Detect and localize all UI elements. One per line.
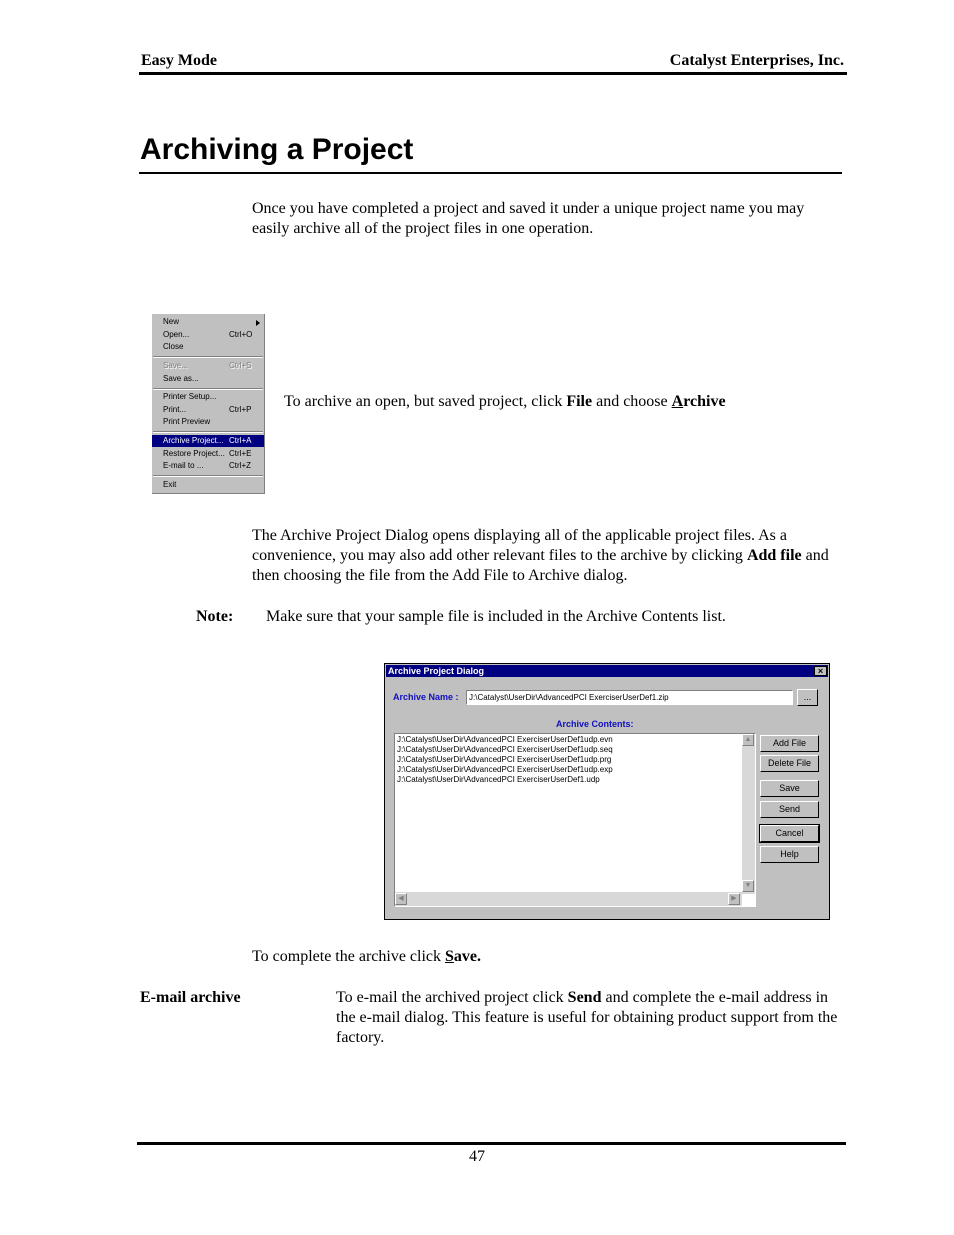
menu-item-label: Printer Setup... [163,392,217,401]
instruction-text: and choose [592,393,672,410]
submenu-arrow-icon [256,320,260,326]
email-archive-text [336,988,842,1048]
header-rule [139,72,847,75]
page-title: Archiving a Project [140,133,414,166]
menu-item-shortcut: Ctrl+E [229,449,252,458]
menu-item-label: Save... [163,361,188,370]
list-item[interactable]: J:\Catalyst\UserDir\AdvancedPCI ExerciserUserDef1udp.prg [397,755,612,764]
list-item[interactable]: J:\Catalyst\UserDir\AdvancedPCI ExerciserUserDef1udp.evn [397,735,613,744]
description-text: and then choosing the file from the Add File to Archive dialog. [252,547,829,584]
menu-item-save [152,360,264,372]
description-text: The Archive Project Dialog opens displaying all of the applicable project files. As a convenience, you may also add other relevant files to the archive by clicking [252,527,787,564]
menu-item-new [152,316,264,328]
archive-mnemonic: A [671,393,684,410]
title-rule [139,172,842,174]
menu-item-label: Exit [163,480,177,489]
send-keyword: Send [567,989,602,1006]
cancel-button[interactable]: Cancel [760,825,819,842]
menu-item-save-as [152,373,264,385]
archive-instruction [284,392,824,412]
complete-instruction [252,947,481,967]
menu-item-shortcut: Ctrl+S [229,361,252,370]
archive-project-dialog [384,663,830,920]
menu-item-label: Archive Project... [163,436,224,445]
menu-item-label: Open... [163,330,190,339]
menu-item-printer-setup [152,391,264,403]
save-keyword: ave. [453,948,482,965]
menu-item-label: Restore Project... [163,449,225,458]
menu-item-open [152,329,264,341]
list-item[interactable]: J:\Catalyst\UserDir\AdvancedPCI ExerciserUserDef1udp.exp [397,765,613,774]
archive-name-input[interactable]: J:\Catalyst\UserDir\AdvancedPCI ExerciserUserDef1.zip [466,690,793,705]
menu-item-exit [152,479,264,491]
help-button[interactable]: Help [760,846,819,863]
scroll-left-icon[interactable]: ◀ [395,893,407,905]
intro-paragraph: Once you have completed a project and saved it under a unique project name you may easily archive all of the project files in one operation. [252,200,805,237]
instruction-text: To archive an open, but saved project, click [284,393,567,410]
send-button[interactable]: Send [760,801,819,818]
header-company: Catalyst Enterprises, Inc. [669,52,844,69]
dialog-title-bar [386,665,828,677]
menu-item-email [152,460,264,472]
header-section-title: Easy Mode [141,52,217,69]
file-menu-screenshot [152,314,265,494]
menu-separator [153,431,263,433]
add-file-button[interactable]: Add File [760,735,819,752]
dialog-title: Archive Project Dialog [388,666,485,676]
list-item[interactable]: J:\Catalyst\UserDir\AdvancedPCI ExerciserUserDef1.udp [397,775,600,784]
save-mnemonic: S [445,948,454,965]
note-label: Note: [196,608,234,625]
complete-text: To complete the archive click [252,948,446,965]
menu-item-label: Close [163,342,184,351]
page-number: 47 [469,1148,485,1165]
menu-item-print-preview [152,416,264,428]
archive-name-label: Archive Name : [393,692,459,702]
list-item[interactable]: J:\Catalyst\UserDir\AdvancedPCI ExerciserUserDef1udp.seq [397,745,613,754]
menu-separator [153,475,263,477]
vertical-scrollbar[interactable] [742,734,755,894]
scroll-up-icon[interactable]: ▲ [742,734,754,746]
scroll-right-icon[interactable]: ▶ [728,893,740,905]
add-file-keyword: Add file [746,547,802,564]
email-text: and complete the e-mail address in the e-mail dialog. This feature is useful for obtaining product support from the factory. [336,989,838,1046]
menu-item-label: Print... [163,405,187,414]
email-text: To e-mail the archived project click [336,989,568,1006]
dialog-description [252,526,842,586]
menu-item-shortcut: Ctrl+Z [229,461,251,470]
archive-contents-list[interactable] [394,733,756,907]
menu-item-print [152,404,264,416]
menu-item-restore-project [152,448,264,460]
archive-contents-label: Archive Contents: [556,719,634,729]
note-text: Make sure that your sample file is included in the Archive Contents list. [266,608,726,625]
scroll-down-icon[interactable]: ▼ [742,880,754,892]
menu-item-shortcut: Ctrl+A [229,436,252,445]
menu-item-label: Save as... [163,374,199,383]
close-icon[interactable]: × [814,666,827,676]
delete-file-button[interactable]: Delete File [760,755,819,772]
archive-keyword: rchive [683,393,726,410]
email-archive-label: E-mail archive [140,989,241,1006]
file-keyword: File [566,393,593,410]
menu-separator [153,388,263,390]
browse-button[interactable]: ... [797,689,818,706]
menu-item-shortcut: Ctrl+P [229,405,252,414]
menu-item-archive-project [152,435,264,447]
menu-item-close [152,341,264,353]
horizontal-scrollbar[interactable] [395,892,742,906]
menu-item-label: E-mail to ... [163,461,204,470]
save-button[interactable]: Save [760,780,819,797]
menu-item-label: Print Preview [163,417,211,426]
menu-separator [153,356,263,358]
menu-item-shortcut: Ctrl+O [229,330,253,339]
menu-item-label: New [163,317,180,326]
footer-rule [137,1142,846,1145]
